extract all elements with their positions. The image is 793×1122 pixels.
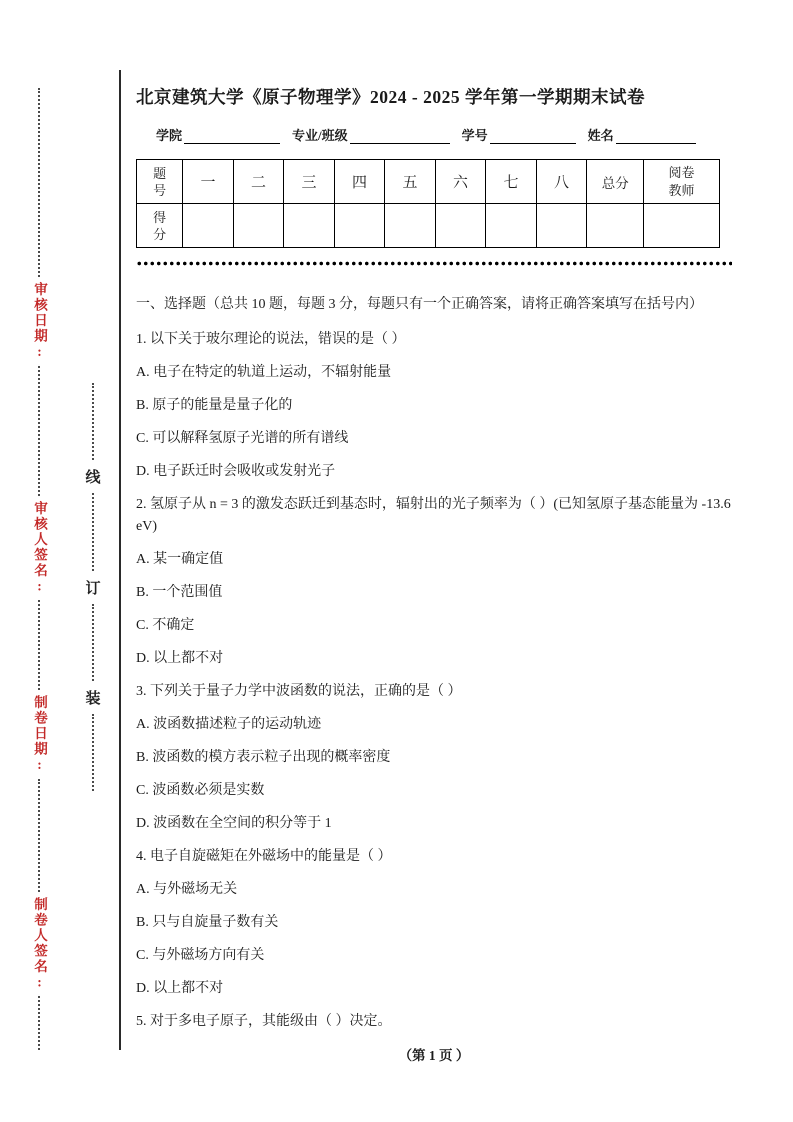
field-label-college: 学院: [156, 128, 183, 143]
column-header-8: 八: [536, 160, 587, 204]
option-text: A. 某一确定值: [136, 552, 224, 567]
option-text: D. 以上都不对: [136, 981, 224, 996]
question-block-5: [136, 1011, 732, 1033]
option-text: B. 一个范围值: [136, 585, 223, 600]
score-table-header-row: [137, 160, 720, 204]
question-block-2: [136, 494, 732, 670]
question-text: 3. 下列关于量子力学中波函数的说法，正确的是（ ）: [136, 684, 462, 699]
field-line-major-class: [350, 131, 450, 144]
dotted-line-segment: [92, 604, 94, 681]
column-header-total: 总分: [587, 160, 644, 204]
binding-line-column: [80, 383, 106, 791]
option-text: A. 波函数描述粒子的运动轨迹: [136, 717, 322, 732]
field-label-student-id: 学号: [461, 128, 488, 143]
score-cell-2: [233, 204, 284, 248]
dotted-line-segment: [38, 779, 40, 891]
option-text: C. 不确定: [136, 618, 195, 633]
dotted-separator: [136, 261, 732, 266]
review-date-label: 审核日期:: [32, 281, 47, 361]
score-label-cell: 得分: [137, 204, 183, 248]
column-header-5: 五: [385, 160, 436, 204]
field-label-major-class: 专业/班级: [292, 128, 348, 143]
dotted-line-segment: [38, 600, 40, 690]
student-info-line: [136, 125, 732, 144]
column-header-3: 三: [284, 160, 335, 204]
margin-divider-line: [119, 70, 121, 1050]
option-text: B. 只与自旋量子数有关: [136, 915, 279, 930]
section-heading: 一、选择题（总共 10 题，每题 3 分，每题只有一个正确答案，请将正确答案填写在括号内）: [136, 297, 703, 312]
field-line-name: [616, 131, 696, 144]
binding-char-xian: 线: [85, 470, 101, 487]
question-text: 1. 以下关于玻尔理论的说法，错误的是（ ）: [136, 332, 406, 347]
option-text: D. 波函数在全空间的积分等于 1: [136, 816, 332, 831]
grader-header-cell: 阅卷教师: [644, 160, 720, 204]
dotted-line-segment: [92, 493, 94, 570]
option-text: D. 电子跃迁时会吸收或发射光子: [136, 464, 336, 479]
option-text: B. 原子的能量是量子化的: [136, 398, 293, 413]
page-title: 北京建筑大学《原子物理学》2024 - 2025 学年第一学期期末试卷: [136, 87, 645, 107]
question-block-4: [136, 846, 732, 1000]
score-cell-8: [536, 204, 587, 248]
field-line-college: [184, 131, 280, 144]
score-cell-4: [334, 204, 385, 248]
option-text: B. 波函数的模方表示粒子出现的概率密度: [136, 750, 391, 765]
question-number-label-cell: 题号: [137, 160, 183, 204]
grader-score-cell: [644, 204, 720, 248]
field-line-student-id: [490, 131, 576, 144]
dotted-line-segment: [92, 714, 94, 791]
review-margin-column: [26, 88, 52, 1050]
column-header-4: 四: [334, 160, 385, 204]
score-cell-total: [587, 204, 644, 248]
question-text: 4. 电子自旋磁矩在外磁场中的能量是（ ）: [136, 849, 392, 864]
score-cell-3: [284, 204, 335, 248]
score-cell-5: [385, 204, 436, 248]
score-table: [136, 159, 720, 248]
field-label-name: 姓名: [587, 128, 614, 143]
dotted-line-segment: [38, 88, 40, 277]
question-text: 2. 氢原子从 n = 3 的激发态跃迁到基态时，辐射出的光子频率为（ ）(已知氢原子基态能量为 -13.6 eV): [136, 497, 731, 534]
column-header-2: 二: [233, 160, 284, 204]
option-text: A. 电子在特定的轨道上运动，不辐射能量: [136, 365, 392, 380]
page-footer: （第 1 页 ）: [398, 1048, 470, 1063]
reviewer-signature-label: 审核人签名:: [32, 500, 47, 596]
binding-char-zhuang: 装: [85, 690, 101, 707]
binding-char-ding: 订: [85, 580, 101, 597]
dotted-line-segment: [38, 366, 40, 496]
option-text: A. 与外磁场无关: [136, 882, 238, 897]
question-block-1: [136, 329, 732, 483]
question-block-3: [136, 681, 732, 835]
option-text: D. 以上都不对: [136, 651, 224, 666]
column-header-7: 七: [486, 160, 537, 204]
score-cell-7: [486, 204, 537, 248]
score-cell-6: [435, 204, 486, 248]
question-text: 5. 对于多电子原子，其能级由（ ）决定。: [136, 1014, 392, 1029]
score-table-score-row: [137, 204, 720, 248]
exam-content: [136, 84, 732, 1064]
dotted-line-segment: [38, 996, 40, 1050]
paper-making-date-label: 制卷日期:: [32, 695, 47, 775]
option-text: C. 波函数必须是实数: [136, 783, 265, 798]
score-cell-1: [183, 204, 234, 248]
dotted-line-segment: [92, 383, 94, 460]
option-text: C. 与外磁场方向有关: [136, 948, 265, 963]
option-text: C. 可以解释氢原子光谱的所有谱线: [136, 431, 349, 446]
paper-maker-signature-label: 制卷人签名:: [32, 896, 47, 992]
column-header-1: 一: [183, 160, 234, 204]
column-header-6: 六: [435, 160, 486, 204]
